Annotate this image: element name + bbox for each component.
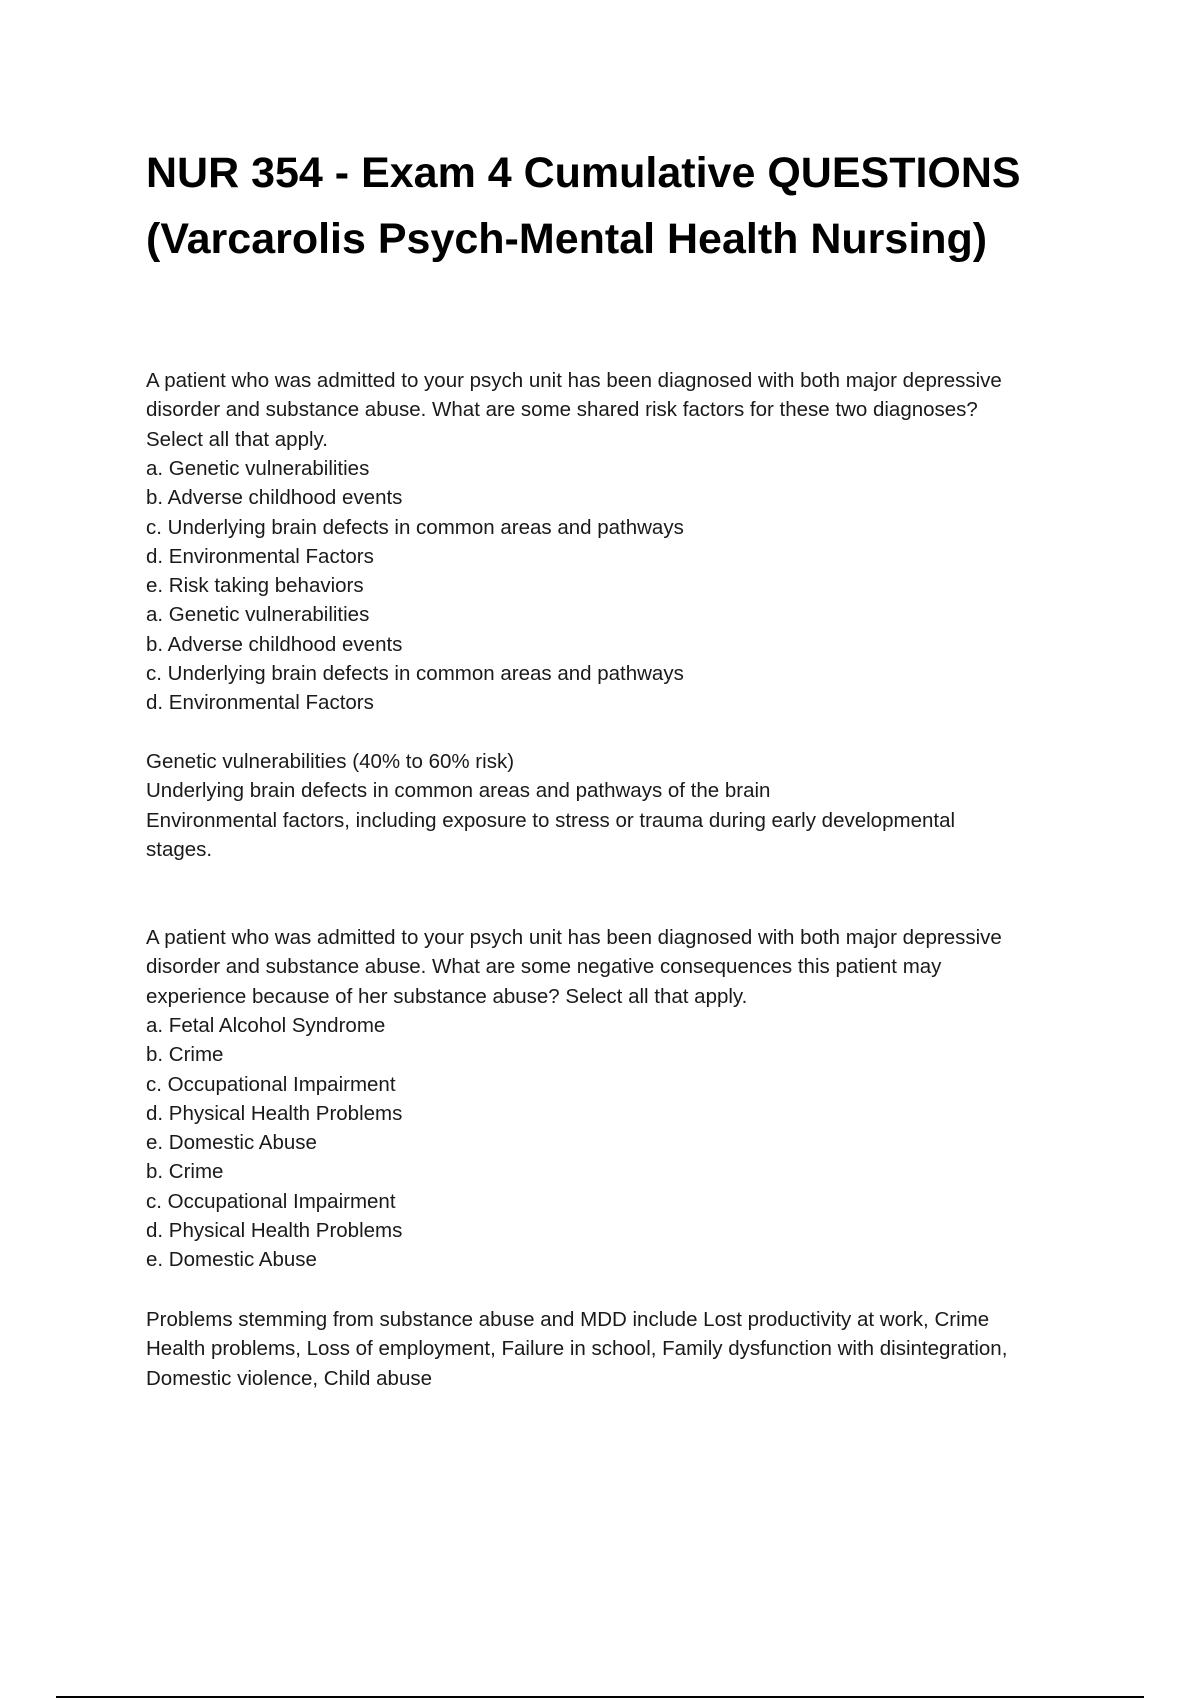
rationale-line: Problems stemming from substance abuse and MDD include Lost productivity at work, Crime [146,1308,990,1331]
title-line: (Varcarolis Psych-Mental Health Nursing) [146,215,988,263]
question-2-stem [146,923,1106,1011]
answer-item: b. Crime [146,1160,224,1184]
option-item: b. Adverse childhood events [146,486,403,510]
option-item: d. Physical Health Problems [146,1101,403,1125]
option-item: d. Environmental Factors [146,544,374,568]
answer-item: d. Physical Health Problems [146,1219,403,1243]
rationale-line: Health problems, Loss of employment, Failure in school, Family dysfunction with disintegration, [146,1337,1008,1361]
stem-line: experience because of her substance abuse? Select all that apply. [146,984,748,1008]
question-1-rationale [146,747,1106,864]
rationale-line: Domestic violence, Child abuse [146,1366,432,1390]
rationale-line: Underlying brain defects in common areas and pathways of the brain [146,779,771,803]
footer-divider [56,1696,1144,1698]
stem-line: disorder and substance abuse. What are some negative consequences this patient may [146,955,942,979]
option-item: c. Underlying brain defects in common areas and pathways [146,515,684,539]
question-2-options [146,1011,1106,1275]
stem-line: A patient who was admitted to your psych unit has been diagnosed with both major depressive [146,926,1002,949]
answer-item: b. Adverse childhood events [146,632,403,656]
stem-line: A patient who was admitted to your psych unit has been diagnosed with both major depressive [146,369,1002,392]
option-item: e. Domestic Abuse [146,1131,317,1155]
question-2-rationale [146,1305,1106,1393]
stem-line: Select all that apply. [146,427,328,451]
page-title [146,140,1146,272]
question-1-options [146,454,1106,718]
option-item: c. Occupational Impairment [146,1072,396,1096]
option-item: b. Crime [146,1043,224,1067]
rationale-line: stages. [146,837,213,861]
answer-item: c. Underlying brain defects in common areas and pathways [146,662,684,686]
answer-item: c. Occupational Impairment [146,1189,396,1213]
question-1-stem [146,366,1106,454]
rationale-line: Environmental factors, including exposure to stress or trauma during early developmental [146,808,956,832]
answer-item: e. Domestic Abuse [146,1248,317,1272]
option-item: e. Risk taking behaviors [146,574,364,598]
rationale-line: Genetic vulnerabilities (40% to 60% risk) [146,750,515,773]
option-item: a. Genetic vulnerabilities [146,457,370,480]
title-line: NUR 354 - Exam 4 Cumulative QUESTIONS [146,149,1021,197]
stem-line: disorder and substance abuse. What are some shared risk factors for these two diagnoses? [146,398,978,422]
answer-item: d. Environmental Factors [146,691,374,715]
answer-item: a. Genetic vulnerabilities [146,603,370,627]
option-item: a. Fetal Alcohol Syndrome [146,1014,386,1037]
